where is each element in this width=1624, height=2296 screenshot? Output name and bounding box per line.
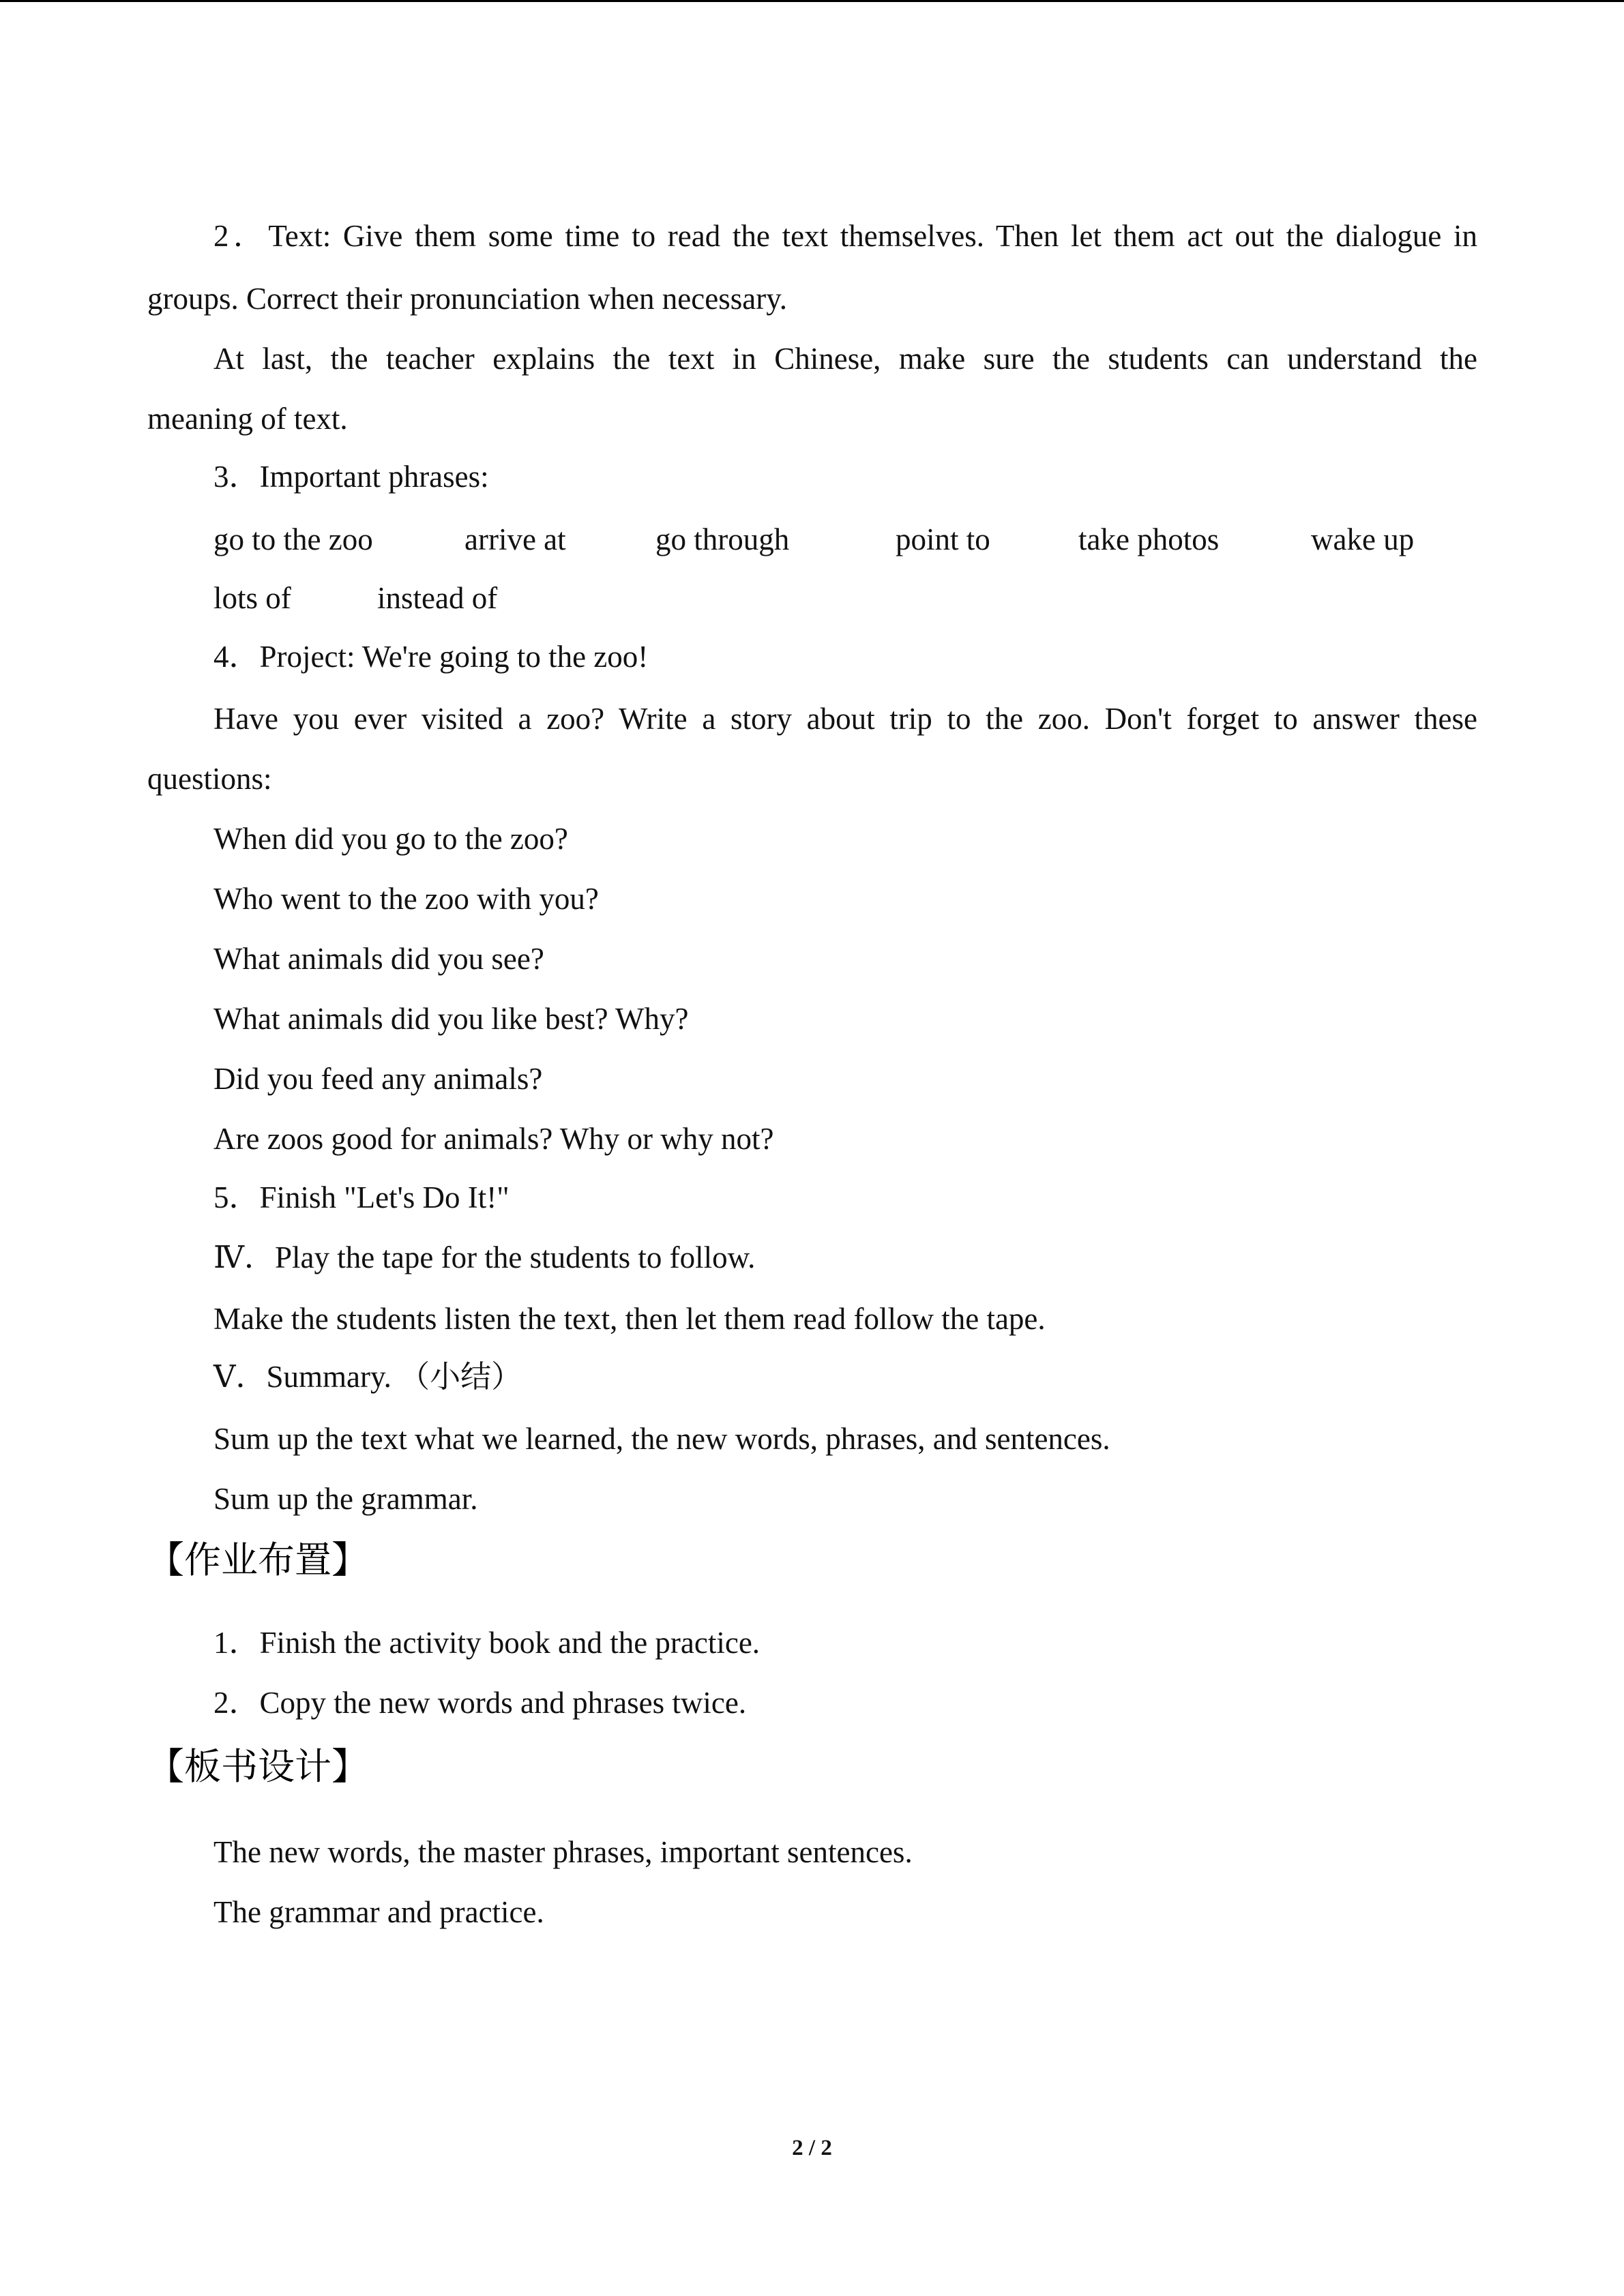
homework-heading: 【作业布置】	[147, 1538, 368, 1581]
question-item: Who went to the zoo with you?	[213, 882, 599, 916]
question-item: Are zoos good for animals? Why or why not?	[213, 1122, 774, 1156]
project-text-line1: Have you ever visited a zoo? Write a story about trip to the zoo. Don't forget to answer these	[213, 702, 1477, 736]
explain-text-line1: At last, the teacher explains the text in Chinese, make sure the students can understand the	[213, 342, 1477, 376]
page-number: 2 / 2	[792, 2136, 832, 2160]
phrase-item: arrive at	[464, 522, 566, 556]
question-item: When did you go to the zoo?	[213, 822, 568, 856]
phrase-item: go through	[655, 522, 790, 556]
step4-detail: Make the students listen the text, then let them read follow the tape.	[213, 1302, 1046, 1336]
step2-text-line2: groups. Correct their pronunciation when necessary.	[147, 282, 788, 316]
phrase-item: point to	[896, 522, 990, 556]
homework-item: 2．Copy the new words and phrases twice.	[213, 1686, 747, 1720]
finish-lets-do-it: 5．Finish "Let's Do It!"	[213, 1180, 510, 1214]
project-text-line2: questions:	[147, 762, 272, 796]
phrase-item: instead of	[377, 581, 498, 615]
important-phrases-heading: 3．Important phrases:	[213, 460, 489, 494]
step5-detail: Sum up the grammar.	[213, 1482, 478, 1516]
board-item: The new words, the master phrases, important sentences.	[213, 1835, 913, 1869]
step2-text-line1: 2．Text: Give them some time to read the text themselves. Then let them act out the dialogue in	[213, 219, 1477, 253]
question-item: Did you feed any animals?	[213, 1062, 543, 1096]
step4-heading: Ⅳ．Play the tape for the students to follow.	[213, 1240, 756, 1274]
phrase-item: take photos	[1078, 522, 1220, 556]
phrase-item: wake up	[1311, 522, 1415, 556]
question-item: What animals did you like best? Why?	[213, 1002, 689, 1036]
board-design-heading: 【板书设计】	[147, 1745, 368, 1788]
phrase-item: lots of	[213, 581, 291, 615]
step5-detail: Sum up the text what we learned, the new words, phrases, and sentences.	[213, 1422, 1110, 1456]
explain-text-line2: meaning of text.	[147, 402, 348, 436]
board-item: The grammar and practice.	[213, 1895, 544, 1929]
project-heading: 4．Project: We're going to the zoo!	[213, 640, 649, 674]
phrase-item: go to the zoo	[213, 522, 373, 556]
question-item: What animals did you see?	[213, 942, 544, 976]
step5-heading: Ⅴ．Summary. （小结）	[213, 1360, 522, 1394]
homework-item: 1．Finish the activity book and the practice.	[213, 1626, 761, 1660]
